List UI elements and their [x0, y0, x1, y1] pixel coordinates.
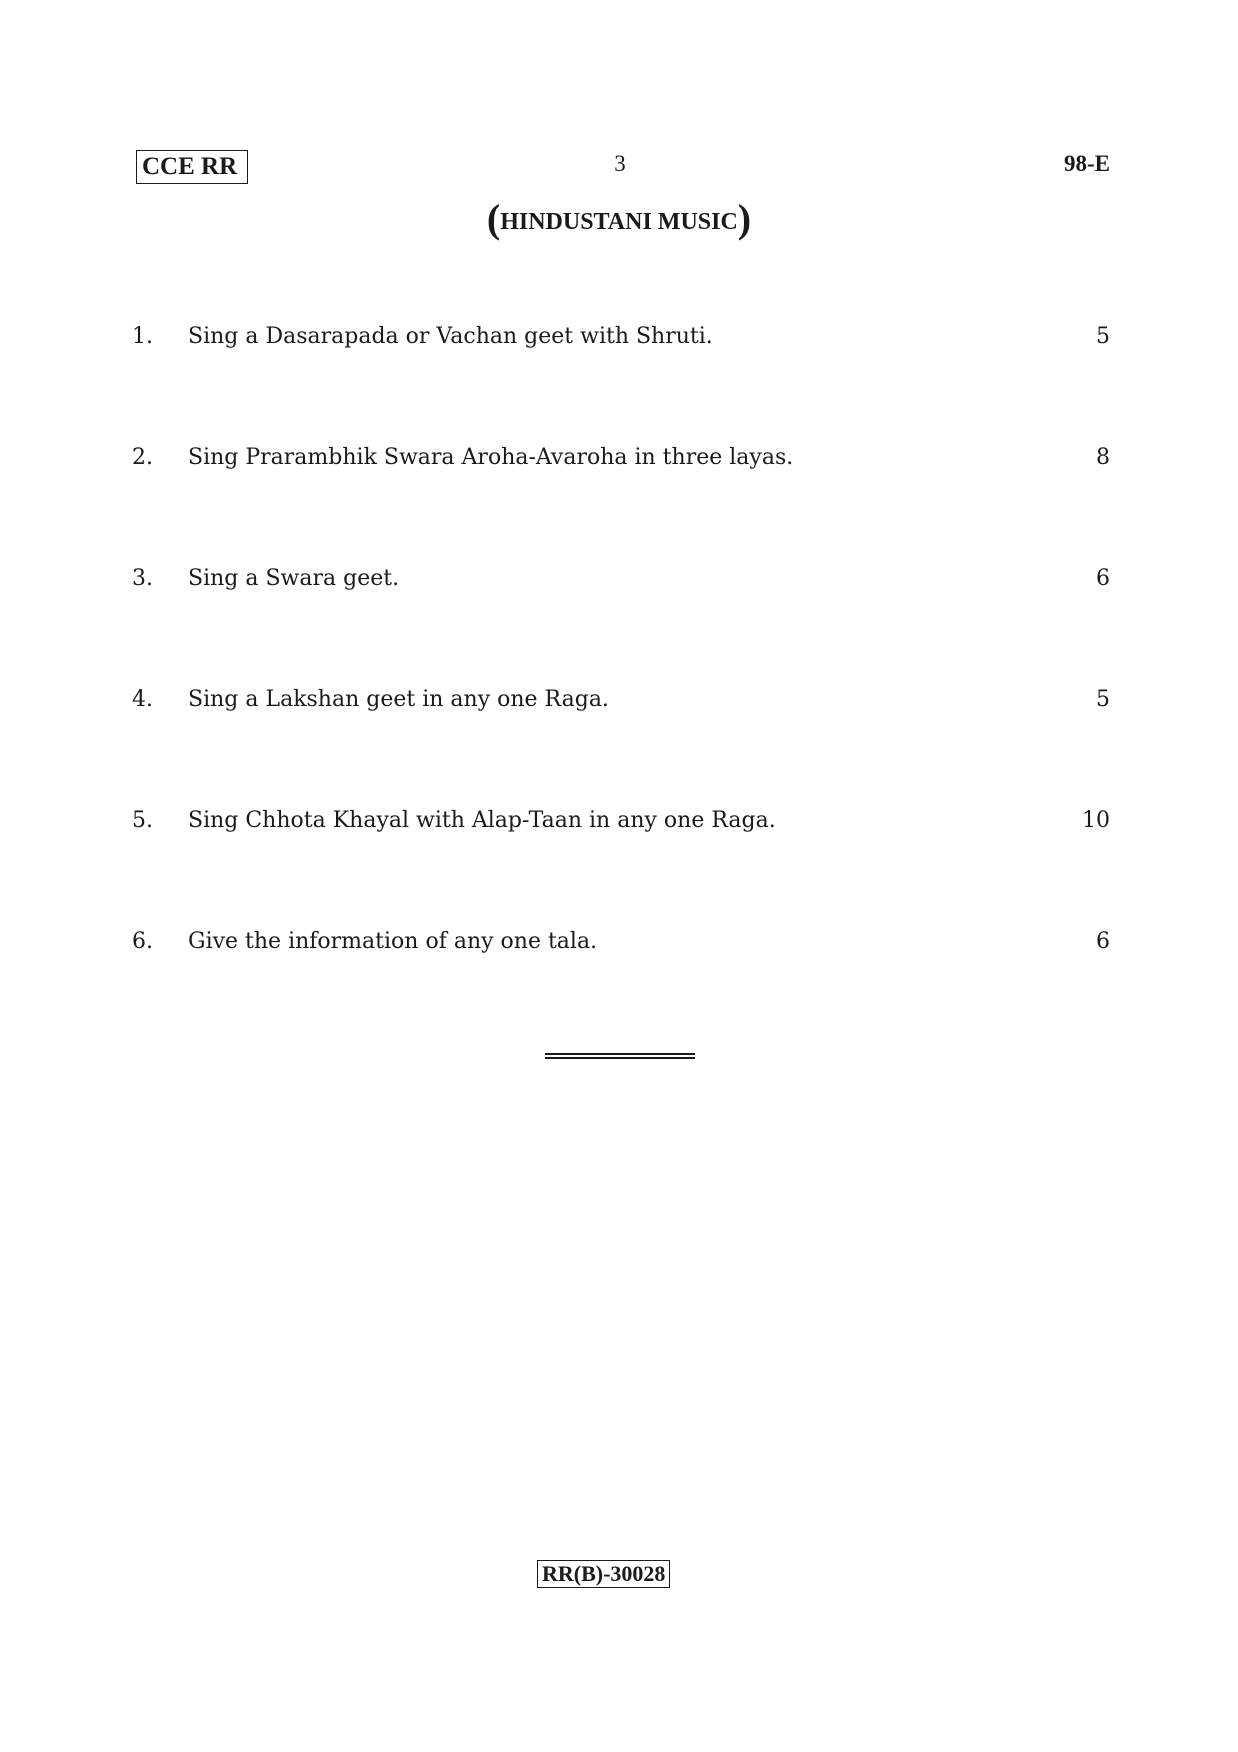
question-item	[0, 806, 1238, 836]
exam-code-box: CCE RR	[136, 150, 248, 184]
page-number: 3	[614, 151, 626, 176]
question-item	[0, 927, 1238, 957]
question-text: Give the information of any one tala.	[188, 929, 598, 954]
end-double-rule	[545, 1053, 695, 1059]
question-text: Sing Prarambhik Swara Aroha-Avaroha in three layas.	[188, 445, 794, 470]
title-close-paren: )	[737, 196, 752, 241]
question-number: 2.	[132, 445, 153, 470]
question-marks: 6	[1096, 566, 1110, 591]
question-item	[0, 443, 1238, 473]
subject-title	[0, 197, 1238, 244]
question-item	[0, 564, 1238, 594]
question-text: Sing a Lakshan geet in any one Raga.	[188, 687, 609, 712]
question-marks: 5	[1096, 687, 1110, 712]
title-open-paren: (	[486, 196, 501, 241]
question-number: 6.	[132, 929, 153, 954]
question-item	[0, 322, 1238, 352]
question-text: Sing a Dasarapada or Vachan geet with Shruti.	[188, 324, 713, 349]
question-marks: 8	[1096, 445, 1110, 470]
question-number: 4.	[132, 687, 153, 712]
question-number: 3.	[132, 566, 153, 591]
question-number: 1.	[132, 324, 153, 349]
question-marks: 10	[1082, 808, 1110, 833]
footer-code-box: RR(B)-30028	[537, 1560, 670, 1588]
question-marks: 5	[1096, 324, 1110, 349]
question-marks: 6	[1096, 929, 1110, 954]
question-number: 5.	[132, 808, 153, 833]
title-text: HINDUSTANI MUSIC	[500, 209, 738, 235]
question-text: Sing a Swara geet.	[188, 566, 400, 591]
paper-code: 98-E	[1064, 151, 1110, 176]
question-text: Sing Chhota Khayal with Alap-Taan in any one Raga.	[188, 808, 776, 833]
question-item	[0, 685, 1238, 715]
